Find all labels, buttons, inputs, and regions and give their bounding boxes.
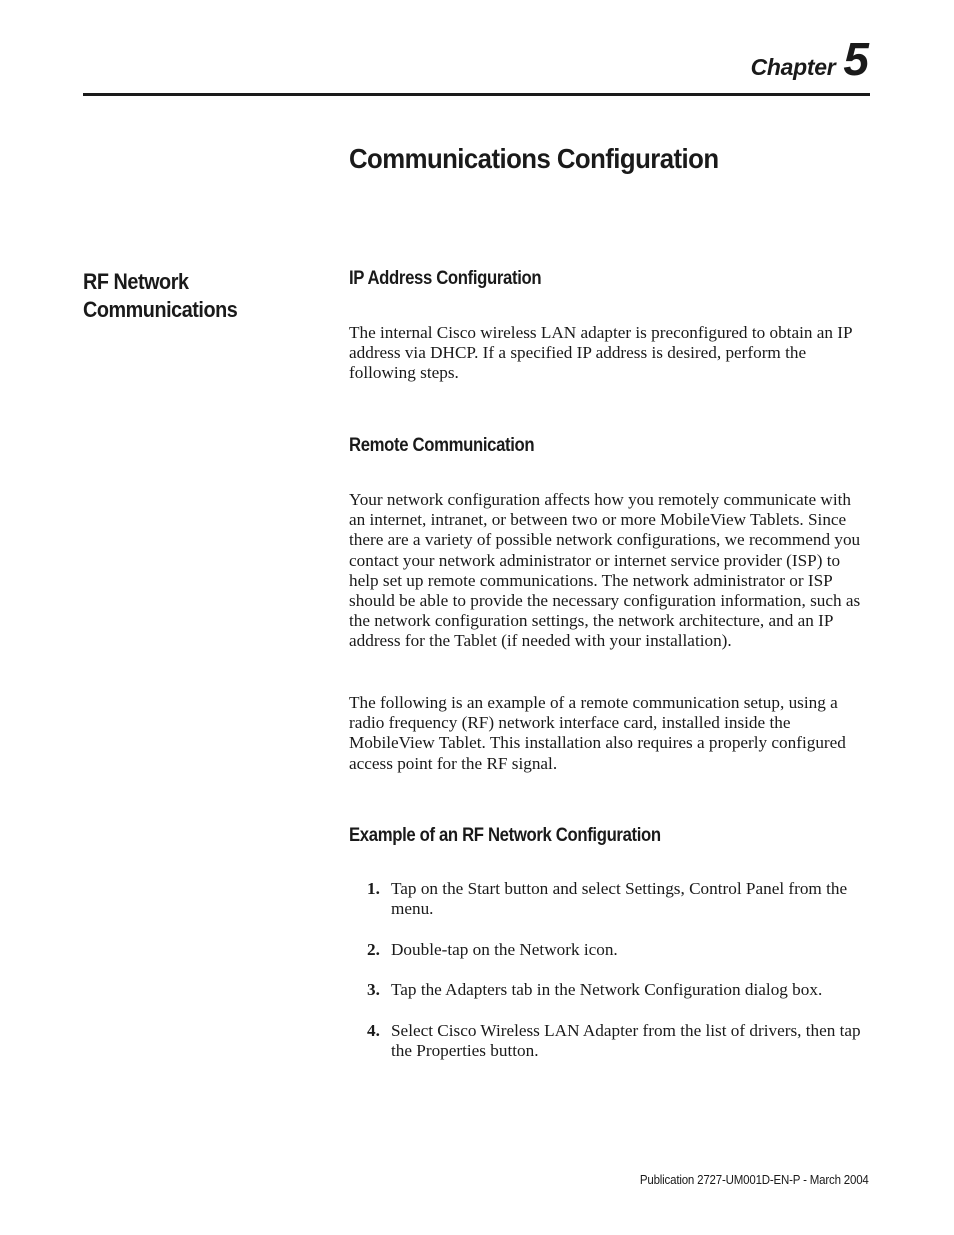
step-number: 3. (367, 980, 380, 1000)
remote-communication-heading: Remote Communication (349, 435, 535, 456)
page-title: Communications Configuration (349, 143, 719, 174)
step-number: 2. (367, 939, 380, 959)
publication-footer: Publication 2727-UM001D-EN-P - March 2004 (640, 1173, 869, 1187)
list-item (349, 1021, 869, 1061)
step-text: Double-tap on the Network icon. (391, 939, 618, 959)
side-heading: RF Network Communications (83, 269, 238, 322)
step-text: Tap on the Start button and select Settings, Control Panel from the menu. (391, 879, 848, 919)
ip-address-heading: IP Address Configuration (349, 268, 542, 289)
rf-example-heading: Example of an RF Network Configuration (349, 825, 661, 846)
list-item (349, 879, 869, 919)
list-item (349, 940, 869, 960)
chapter-rule (83, 93, 870, 96)
step-text: Select Cisco Wireless LAN Adapter from the list of drivers, then tap the Properties button. (391, 1020, 861, 1060)
chapter-number: 5 (843, 33, 869, 85)
step-text: Tap the Adapters tab in the Network Configuration dialog box. (391, 980, 823, 1000)
chapter-label: Chapter (750, 54, 836, 80)
ip-address-paragraph: The internal Cisco wireless LAN adapter is preconfigured to obtain an IP address via DHCP. If a specified IP address is desired, perform the following steps. (349, 323, 852, 383)
remote-communication-paragraph-1: Your network configuration affects how you remotely communicate with an internet, intranet, or between two or more MobileView Tablets. Since there are a variety of possible network configurations, we recommend you contact your network administrator or internet service provider (ISP) to help set up remote communications. The network administrator or ISP should be able to provide the necessary configuration information, such as the network configuration settings, the network architecture, and an IP address for the Tablet (if needed with your installation). (349, 490, 861, 651)
step-number: 4. (367, 1020, 380, 1040)
chapter-heading (750, 33, 869, 85)
configuration-steps-list (349, 879, 869, 1081)
remote-communication-paragraph-2: The following is an example of a remote communication setup, using a radio frequency (RF) network interface card, installed inside the MobileView Tablet. This installation also requires a properly configured access point for the RF signal. (349, 693, 846, 773)
list-item (349, 980, 869, 1000)
step-number: 1. (367, 879, 380, 898)
